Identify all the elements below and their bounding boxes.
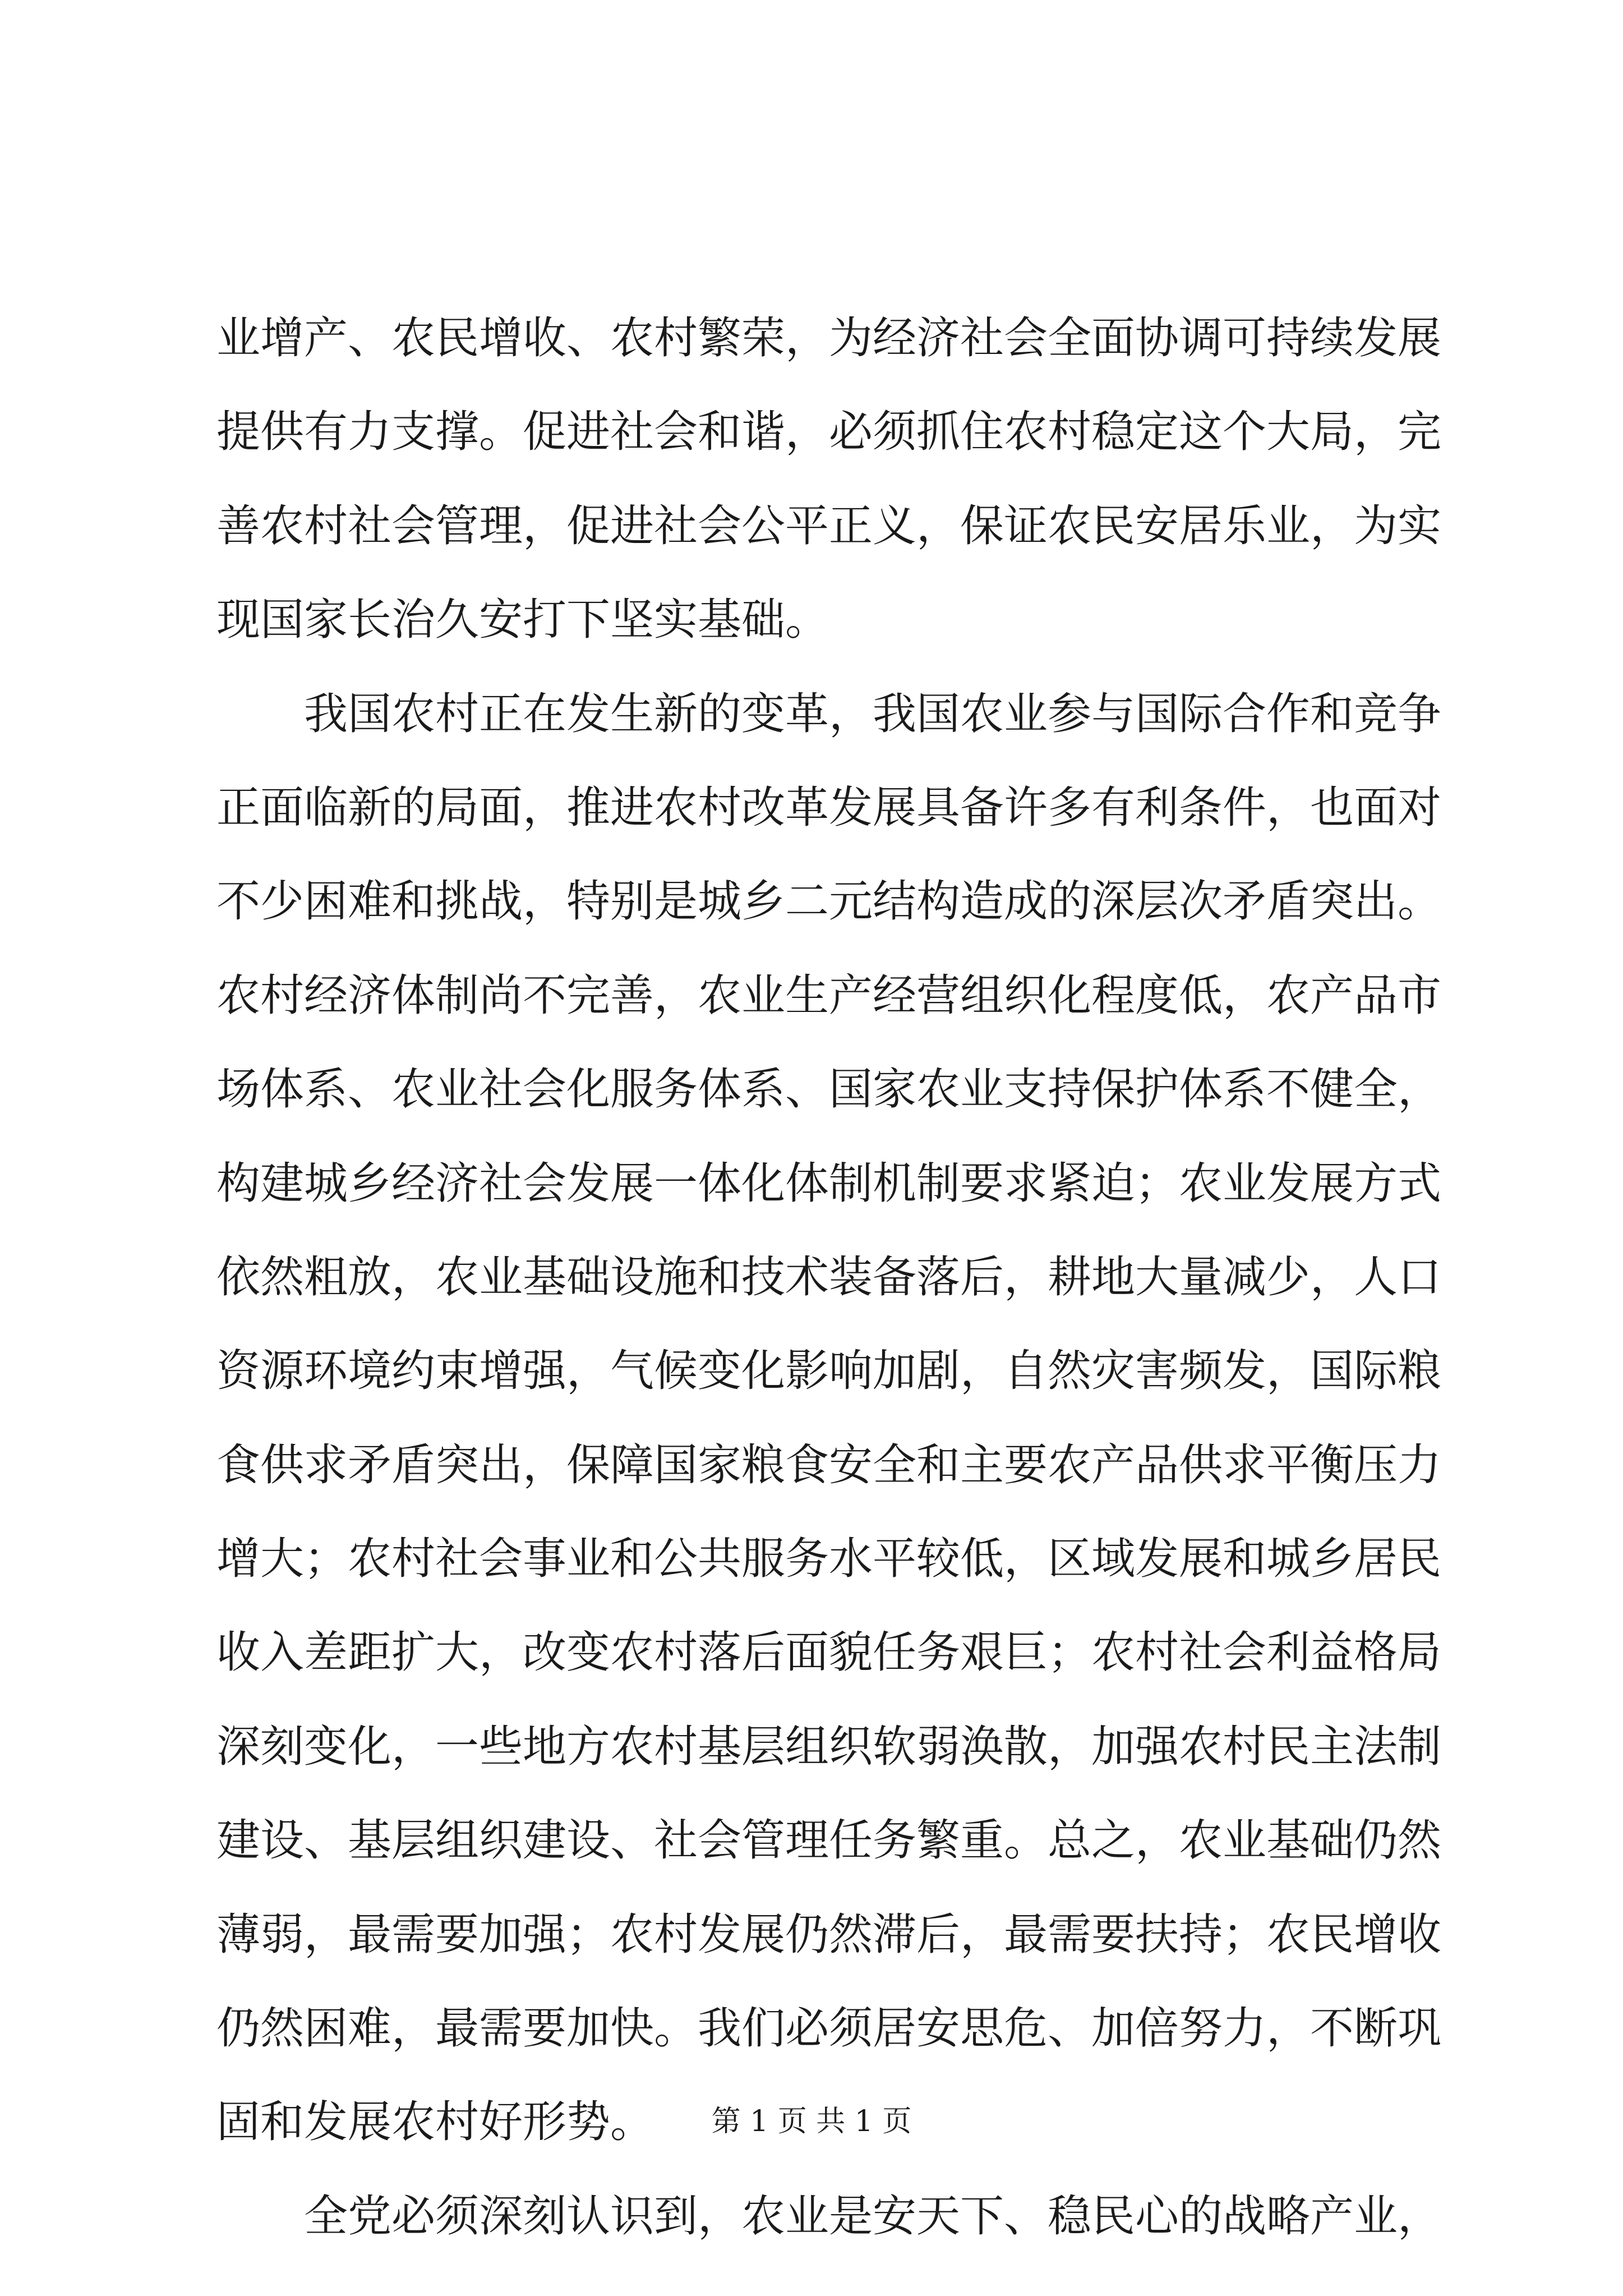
document-body <box>216 292 1442 2263</box>
text-line: 资源环境约束增强，气候变化影响加剧，自然灾害频发，国际粮 <box>216 1346 1442 1397</box>
text-line: 依然粗放，农业基础设施和技术装备落后，耕地大量减少，人口 <box>216 1251 1442 1303</box>
text-line: 场体系、农业社会化服务体系、国家农业支持保护体系不健全， <box>216 1064 1442 1115</box>
text-line: 构建城乡经济社会发展一体化体制机制要求紧迫；农业发展方式 <box>216 1158 1442 1209</box>
paragraph-first-line: 全党必须深刻认识到，农业是安天下、稳民心的战略产业， <box>304 2191 1442 2242</box>
text-line: 正面临新的局面，推进农村改革发展具备许多有利条件，也面对 <box>216 782 1442 833</box>
paragraph-first-line: 我国农村正在发生新的变革，我国农业参与国际合作和竞争 <box>304 688 1442 739</box>
text-line: 提供有力支撑。促进社会和谐，必须抓住农村稳定这个大局，完 <box>216 407 1442 458</box>
text-line: 建设、基层组织建设、社会管理任务繁重。总之，农业基础仍然 <box>216 1815 1442 1866</box>
page-footer <box>0 2105 1623 2138</box>
text-line: 不少困难和挑战，特别是城乡二元结构造成的深层次矛盾突出。 <box>216 876 1442 927</box>
text-line: 薄弱，最需要加强；农村发展仍然滞后，最需要扶持；农民增收 <box>216 1909 1442 1960</box>
text-line: 固和发展农村好形势。 <box>216 2097 654 2148</box>
text-line: 现国家长治久安打下坚实基础。 <box>216 595 829 646</box>
page-number-label: 第 1 页 共 1 页 <box>711 2105 912 2138</box>
text-line: 收入差距扩大，改变农村落后面貌任务艰巨；农村社会利益格局 <box>216 1627 1442 1678</box>
text-line: 业增产、农民增收、农村繁荣，为经济社会全面协调可持续发展 <box>216 313 1442 364</box>
text-line: 食供求矛盾突出，保障国家粮食安全和主要农产品供求平衡压力 <box>216 1439 1442 1490</box>
text-line: 善农村社会管理，促进社会公平正义，保证农民安居乐业，为实 <box>216 500 1442 551</box>
text-line: 深刻变化，一些地方农村基层组织软弱涣散，加强农村民主法制 <box>216 1721 1442 1772</box>
text-line: 农村经济体制尚不完善，农业生产经营组织化程度低，农产品市 <box>216 970 1442 1021</box>
text-line: 仍然困难，最需要加快。我们必须居安思危、加倍努力，不断巩 <box>216 2003 1442 2054</box>
text-line: 增大；农村社会事业和公共服务水平较低，区域发展和城乡居民 <box>216 1534 1442 1585</box>
